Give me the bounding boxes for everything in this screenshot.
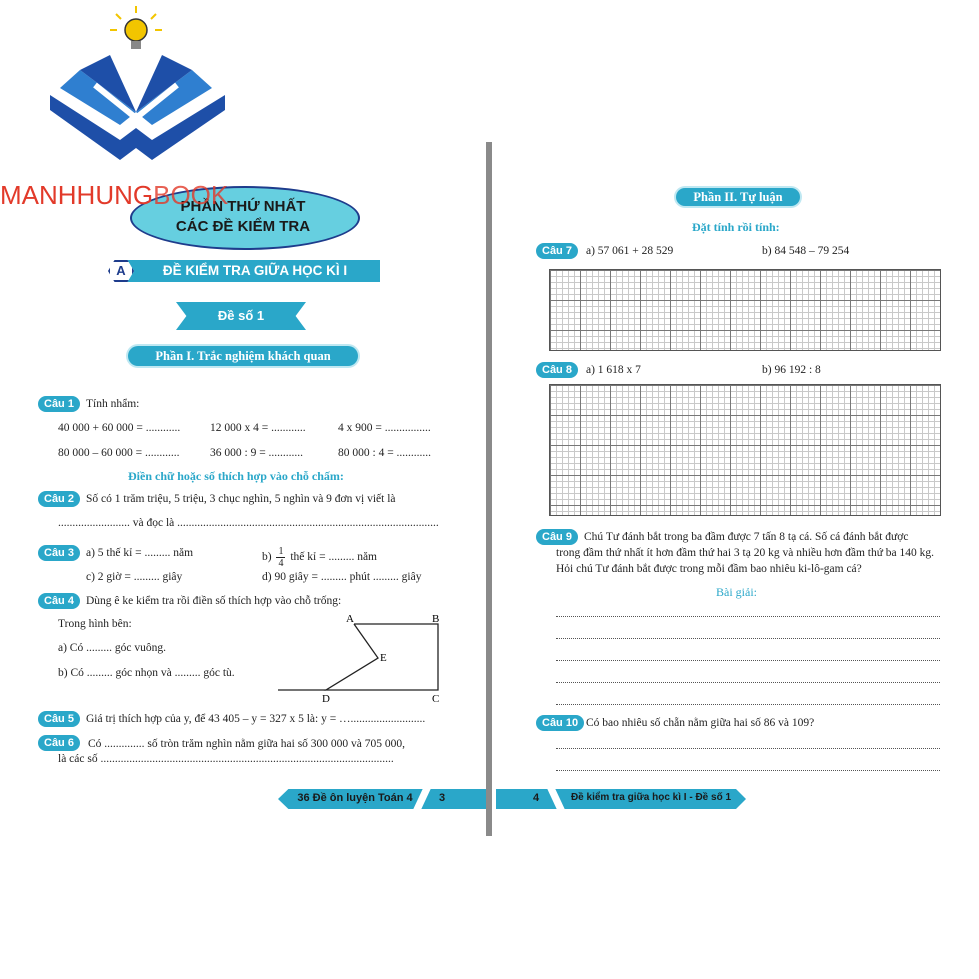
cau4-a: a) Có ......... góc vuông. — [58, 642, 166, 654]
bai-giai: Bài giải: — [716, 585, 757, 599]
brand-name-part2: BOOK — [153, 180, 229, 210]
cau4-intro: Trong hình bên: — [58, 618, 132, 630]
cau6-badge: Câu 6 — [38, 735, 80, 751]
dat-tinh-heading: Đặt tính rồi tính: — [692, 220, 780, 234]
left-footer-title: 36 Đề ôn luyện Toán 4 — [297, 792, 413, 804]
point-B: B — [432, 613, 440, 625]
point-D: D — [322, 693, 330, 705]
cau3-badge: Câu 3 — [38, 545, 80, 561]
phan1-label: Phần I. Trắc nghiệm khách quan — [155, 349, 331, 363]
cau6-line2: là các số ...................................................................................................... — [58, 753, 394, 765]
frac-den: 4 — [278, 558, 284, 569]
cau3-d: d) 90 giây = ......... phút ......... giây — [262, 571, 422, 583]
section-letter: A — [116, 263, 126, 278]
cau1-r2-c2: 36 000 : 9 = ............ — [210, 447, 304, 459]
part-title-line1: PHẦN THỨ NHẤT — [180, 198, 306, 215]
answer-line-5 — [556, 704, 940, 705]
cau8-grid — [549, 384, 941, 516]
geometry-figure — [270, 610, 450, 706]
cau4-b: b) Có ......... góc nhọn và ......... góc tù. — [58, 667, 235, 679]
cau1-r1-c1: 40 000 + 60 000 = ............ — [58, 422, 181, 434]
book-lightbulb-icon — [40, 0, 240, 180]
cau2-badge: Câu 2 — [38, 491, 80, 507]
cau3-c: c) 2 giờ = ......... giây — [86, 571, 183, 583]
cau4-badge: Câu 4 — [38, 593, 80, 609]
cau3-a: a) 5 thế kỉ = ......... năm — [86, 547, 194, 559]
cau1-badge: Câu 1 — [38, 396, 80, 412]
cau5-badge: Câu 5 — [38, 711, 80, 727]
cau3-fraction — [276, 546, 285, 569]
cau8-a: a) 1 618 x 7 — [586, 364, 641, 376]
point-E: E — [380, 652, 387, 664]
cau8-b: b) 96 192 : 8 — [762, 364, 821, 376]
cau1-r2-c1: 80 000 – 60 000 = ............ — [58, 447, 180, 459]
cau3-b — [262, 546, 377, 569]
cau5-text: Giá trị thích hợp của y, để 43 405 – y = 327 x 5 là: y = ….......................... — [86, 713, 426, 725]
cau7-b: b) 84 548 – 79 254 — [762, 245, 850, 257]
point-A: A — [346, 613, 354, 625]
cau9-l3: Hỏi chú Tư đánh bắt được trong mỗi đầm bao nhiêu ki-lô-gam cá? — [556, 563, 862, 575]
cau9-l2: trong đầm thứ nhất ít hơn đầm thứ hai 3 tạ 20 kg và nhiều hơn đầm thứ ba 140 kg. — [556, 547, 935, 559]
brand-logo — [40, 0, 240, 180]
frac-num: 1 — [278, 546, 284, 557]
cau7-badge: Câu 7 — [536, 243, 578, 259]
cau10-badge: Câu 10 — [536, 715, 584, 731]
right-footer-page: 4 — [532, 792, 540, 804]
cau2-text: Số có 1 trăm triệu, 5 triệu, 3 chục nghìn, 5 nghìn và 9 đơn vị viết là — [86, 493, 396, 505]
cau3-b-prefix: b) — [262, 551, 272, 564]
cau9-badge: Câu 9 — [536, 529, 578, 545]
cau2-line2: ......................... và đọc là ........................................................................................... — [58, 517, 439, 529]
de-so-label: Đề số 1 — [217, 308, 265, 323]
cau4-text: Dùng ê ke kiểm tra rồi điền số thích hợp vào chỗ trống: — [86, 595, 342, 607]
cau10-text: Có bao nhiêu số chẵn nằm giữa hai số 86 và 109? — [586, 717, 815, 729]
brand-name — [0, 180, 228, 211]
answer-line-2 — [556, 638, 940, 639]
part-title-line2: CÁC ĐỀ KIỂM TRA — [175, 218, 311, 235]
cau8-badge: Câu 8 — [536, 362, 578, 378]
cau1-text: Tính nhẩm: — [86, 398, 140, 410]
answer-line-6 — [556, 748, 940, 749]
fill-heading: Điền chữ hoặc số thích hợp vào chỗ chấm: — [128, 469, 344, 483]
cau7-a: a) 57 061 + 28 529 — [586, 245, 674, 257]
cau1-r1-c2: 12 000 x 4 = ............ — [210, 422, 306, 434]
right-footer-title: Đề kiểm tra giữa học kì I - Đề số 1 — [570, 792, 732, 803]
section-title: ĐỀ KIỂM TRA GIỮA HỌC KÌ I — [162, 263, 348, 278]
cau9-l1: Chú Tư đánh bắt trong ba đầm được 7 tấn 8 tạ cá. Số cá đánh bắt được — [584, 531, 909, 543]
cau3-b-suffix: thế kỉ = ......... năm — [290, 551, 377, 564]
phan2-label: Phần II. Tự luận — [693, 190, 783, 204]
book-spine — [486, 142, 492, 836]
left-footer-page: 3 — [438, 792, 446, 804]
answer-line-4 — [556, 682, 940, 683]
answer-line-7 — [556, 770, 940, 771]
cau1-r1-c3: 4 x 900 = ................ — [338, 422, 431, 434]
cau6-text: Có .............. số tròn trăm nghìn nằm giữa hai số 300 000 và 705 000, — [88, 738, 406, 750]
cau1-r2-c3: 80 000 : 4 = ............ — [338, 447, 432, 459]
brand-name-part1: MANHHUNG — [0, 180, 154, 210]
cau7-grid — [549, 269, 941, 351]
answer-line-3 — [556, 660, 940, 661]
answer-line-1 — [556, 616, 940, 617]
point-C: C — [432, 693, 440, 705]
